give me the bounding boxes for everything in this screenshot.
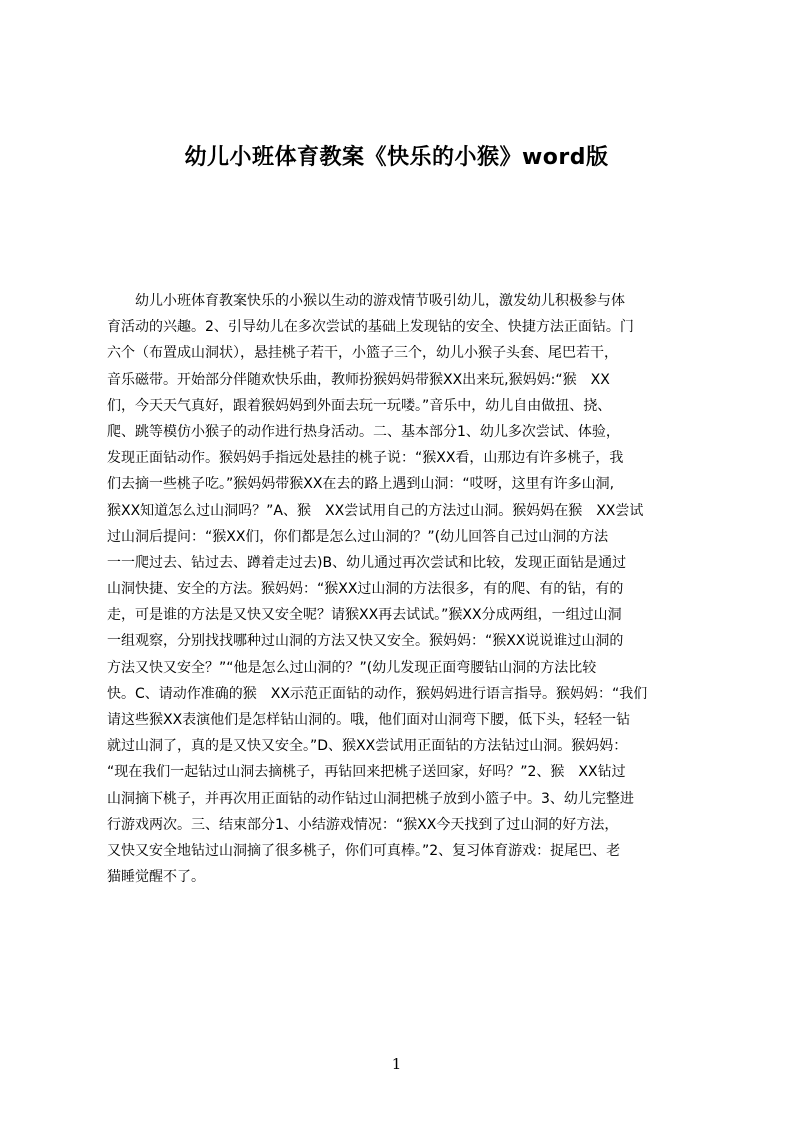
text-line: 就过山洞了，真的是又快又安全。”D、猴XX尝试用正面钻的方法钻过山洞。猴妈妈： xyxy=(107,738,628,755)
text-line: 过山洞后提问：“猴XX们，你们都是怎么过山洞的？”(幼儿回答自己过山洞的方法 xyxy=(107,528,609,545)
text-line: 一组观察，分别找找哪种过山洞的方法又快又安全。猴妈妈：“猴XX说说谁过山洞的 xyxy=(107,633,624,650)
text-line: 请这些猴XX表演他们是怎样钻山洞的。哦，他们面对山洞弯下腰，低下头，轻轻一钻 xyxy=(107,712,631,728)
text-line: 山洞摘下桃子，并再次用正面钻的动作钻过山洞把桃子放到小篮子中。3、幼儿完整进 xyxy=(107,790,634,807)
text-line: “现在我们一起钻过山洞去摘桃子，再钻回来把桃子送回家，好吗？”2、猴 XX钻过 xyxy=(107,764,626,781)
text-line: 六个（布置成山洞状），悬挂桃子若干，小篮子三个，幼儿小猴子头套、尾巴若干， xyxy=(107,345,618,362)
text-line: 行游戏两次。三、结束部分1、小结游戏情况：“猴XX今天找到了过山洞的好方法， xyxy=(107,816,619,833)
text-line: 们去摘一些桃子吃。”猴妈妈带猴XX在去的路上遇到山洞：“哎呀，这里有许多山洞, xyxy=(107,476,615,493)
text-line: 发现正面钻动作。猴妈妈手指远处悬挂的桃子说：“猴XX看，山那边有许多桃子，我 xyxy=(107,450,624,467)
text-line: 育活动的兴趣。2、引导幼儿在多次尝试的基础上发现钻的安全、快捷方法正面钻。门 xyxy=(107,319,634,336)
text-line: 爬、跳等模仿小猴子的动作进行热身活动。二、基本部分1、幼儿多次尝试、体验， xyxy=(107,423,620,440)
text-line: 又快又安全地钻过山洞摘了很多桃子，你们可真棒。”2、复习体育游戏：捉尾巴、老 xyxy=(107,842,621,859)
text-line: 山洞快捷、安全的方法。猴妈妈：“猴XX过山洞的方法很多，有的爬、有的钻，有的 xyxy=(107,581,624,598)
text-line: 方法又快又安全？”“他是怎么过山洞的？”(幼儿发现正面弯腰钻山洞的方法比较 xyxy=(107,659,597,676)
page-number: 1 xyxy=(391,1055,402,1073)
text-line: 走，可是谁的方法是又快又安全呢？请猴XX再去试试。”猴XX分成两组，一组过山洞 xyxy=(107,607,622,624)
document-title: 幼儿小班体育教案《快乐的小猴》word版 xyxy=(184,145,609,170)
text-line: 幼儿小班体育教案快乐的小猴以生动的游戏情节吸引幼儿，激发幼儿积极参与体 xyxy=(107,293,625,309)
text-line: 猴XX知道怎么过山洞吗？”A、猴 XX尝试用自己的方法过山洞。猴妈妈在猴 XX尝试 xyxy=(107,502,644,519)
text-line: 们，今天天气真好，跟着猴妈妈到外面去玩一玩喽。”音乐中，幼儿自由做扭、挠、 xyxy=(107,397,612,414)
body-paragraph xyxy=(107,288,697,888)
text-line: 一一爬过去、钻过去、蹲着走过去)B、幼儿通过再次尝试和比较，发现正面钻是通过 xyxy=(107,554,627,571)
text-line: 快。C、请动作准确的猴 XX示范正面钻的动作，猴妈妈进行语言指导。猴妈妈：“我们 xyxy=(107,685,648,702)
text-line: 音乐磁带。开始部分伴随欢快乐曲，教师扮猴妈妈带猴XX出来玩,猴妈妈:“猴 XX xyxy=(107,371,610,388)
text-line: 猫睡觉醒不了。 xyxy=(107,869,205,886)
